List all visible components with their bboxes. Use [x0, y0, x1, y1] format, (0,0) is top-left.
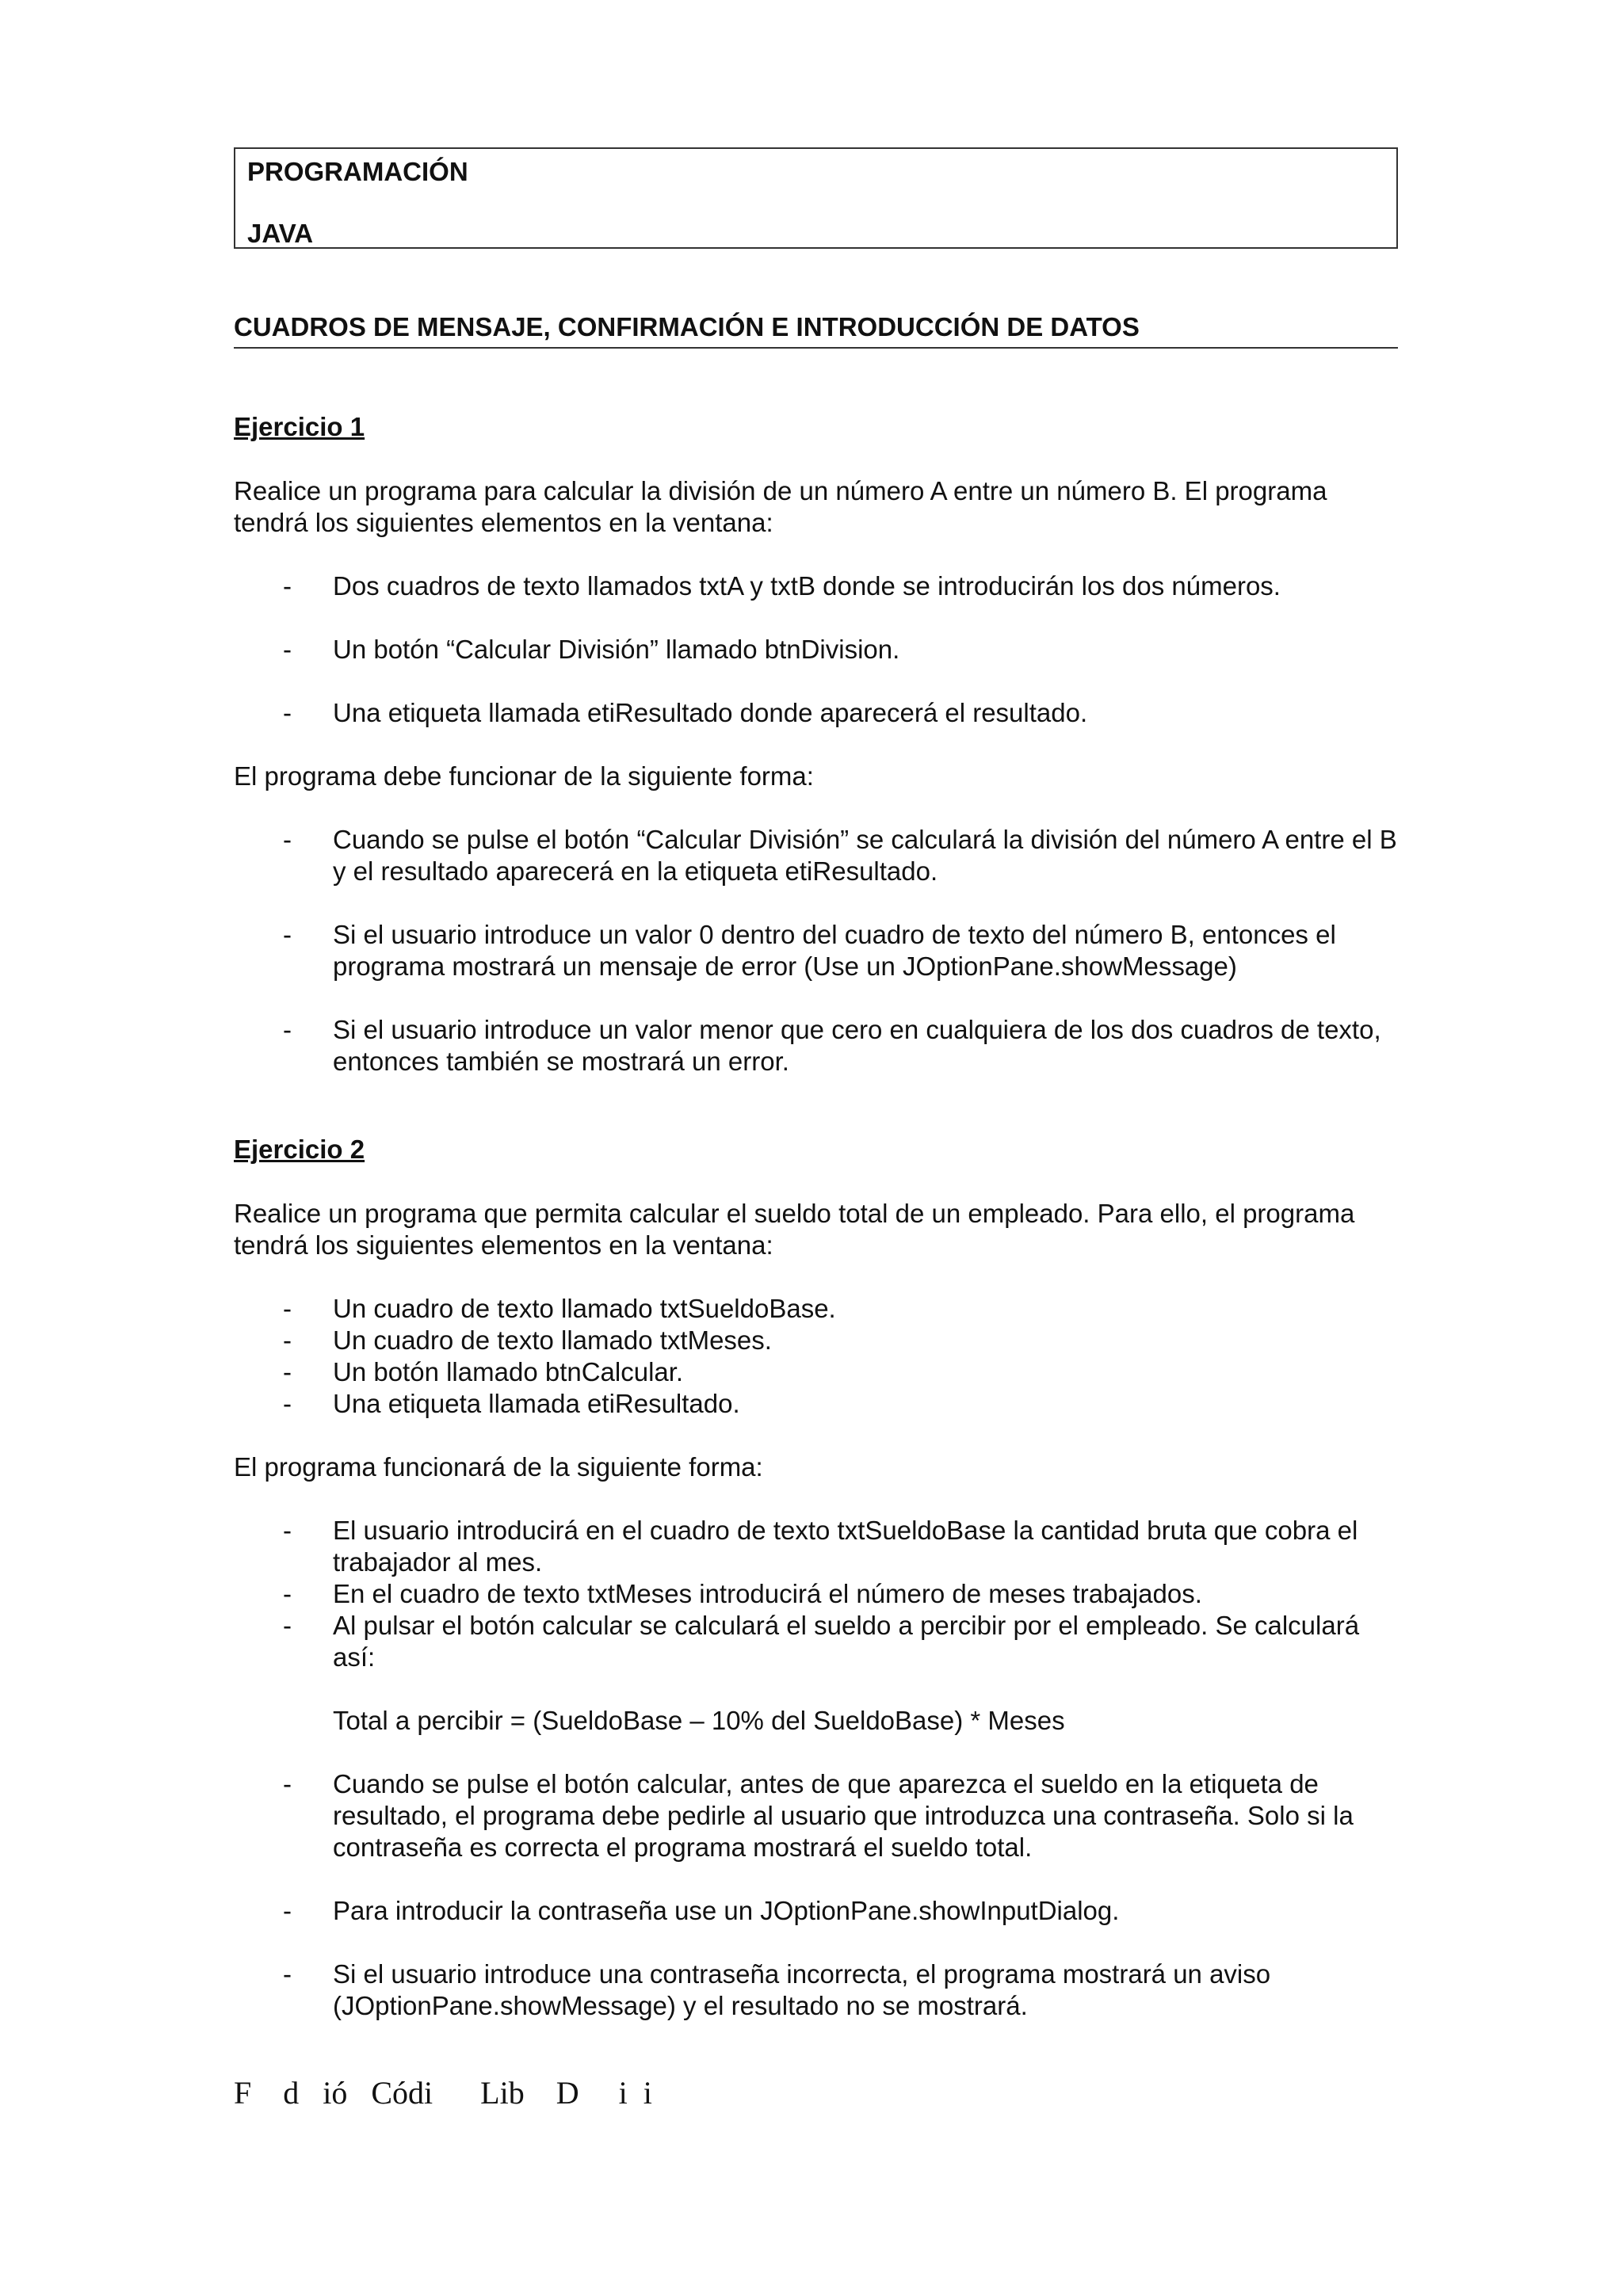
- list-item-text: En el cuadro de texto txtMeses introducirá el número de meses trabajados.: [333, 1579, 1202, 1608]
- list-item-text: Un cuadro de texto llamado txtMeses.: [333, 1325, 772, 1355]
- list-item-text: Si el usuario introduce un valor menor que cero en cualquiera de los dos cuadros de texto, entonces también se mostrará un error.: [333, 1015, 1381, 1076]
- list-marker: -: [283, 1959, 292, 1989]
- list-marker: -: [283, 920, 292, 949]
- exercise-1-title: Ejercicio 1: [234, 412, 365, 441]
- exercise-1-intro: Realice un programa para calcular la división de un número A entre un número B. El programa tendrá los siguientes elementos en la ventana:: [234, 476, 1327, 537]
- header-box: [234, 147, 1398, 249]
- list-marker: -: [283, 1015, 292, 1044]
- list-item-text: Si el usuario introduce una contraseña incorrecta, el programa mostrará un aviso (JOptionPane.showMessage) y el resultado no se mostrará.: [333, 1959, 1271, 2020]
- list-item-text: Dos cuadros de texto llamados txtA y txtB donde se introducirán los dos números.: [333, 571, 1281, 601]
- exercise-1-behavior-intro: El programa debe funcionar de la siguiente forma:: [234, 761, 814, 791]
- list-marker: -: [283, 1516, 292, 1545]
- list-marker: -: [283, 1357, 292, 1386]
- list-marker: -: [283, 1294, 292, 1323]
- list-marker: -: [283, 1325, 292, 1355]
- list-marker: -: [283, 635, 292, 664]
- list-item-text: Si el usuario introduce un valor 0 dentro del cuadro de texto del número B, entonces el programa mostrará un mensaje de error (Use un JOptionPane.showMessage): [333, 920, 1336, 981]
- header-language: JAVA: [247, 219, 314, 248]
- list-item-text: El usuario introducirá en el cuadro de texto txtSueldoBase la cantidad bruta que cobra el trabajador al mes.: [333, 1516, 1358, 1577]
- list-marker: -: [283, 1579, 292, 1608]
- list-item-text: Al pulsar el botón calcular se calculará el sueldo a percibir por el empleado. Se calculará así:: [333, 1611, 1360, 1672]
- list-item-text: Una etiqueta llamada etiResultado donde aparecerá el resultado.: [333, 698, 1088, 727]
- list-item-text: Cuando se pulse el botón calcular, antes de que aparezca el sueldo en la etiqueta de resultado, el programa debe pedirle al usuario que introduzca una contraseña. Solo si la contraseña es correcta el programa mostrará el sueldo total.: [333, 1769, 1354, 1862]
- list-marker: -: [283, 1769, 292, 1798]
- list-marker: -: [283, 698, 292, 727]
- salary-formula: Total a percibir = (SueldoBase – 10% del SueldoBase) * Meses: [333, 1706, 1065, 1735]
- exercise-2-title: Ejercicio 2: [234, 1135, 365, 1164]
- list-marker: -: [283, 1611, 292, 1640]
- document-title: CUADROS DE MENSAJE, CONFIRMACIÓN E INTRODUCCIÓN DE DATOS: [234, 312, 1398, 349]
- exercise-2-behavior-intro: El programa funcionará de la siguiente forma:: [234, 1452, 763, 1482]
- list-item-text: Cuando se pulse el botón “Calcular División” se calculará la división del número A entre el B y el resultado aparecerá en la etiqueta etiResultado.: [333, 825, 1397, 886]
- list-marker: -: [283, 571, 292, 601]
- list-item-text: Para introducir la contraseña use un JOptionPane.showInputDialog.: [333, 1896, 1120, 1925]
- list-marker: -: [283, 1389, 292, 1418]
- list-marker: -: [283, 1896, 292, 1925]
- list-item-text: Un cuadro de texto llamado txtSueldoBase.: [333, 1294, 836, 1323]
- list-item-text: Un botón llamado btnCalcular.: [333, 1357, 684, 1386]
- header-subject: PROGRAMACIÓN: [247, 157, 468, 186]
- page-footer: F d ió Códi Lib D i i: [234, 2075, 652, 2111]
- exercise-2-intro: Realice un programa que permita calcular el sueldo total de un empleado. Para ello, el programa tendrá los siguientes elementos en la ventana:: [234, 1199, 1355, 1260]
- list-item-text: Una etiqueta llamada etiResultado.: [333, 1389, 740, 1418]
- list-marker: -: [283, 825, 292, 854]
- list-item-text: Un botón “Calcular División” llamado btnDivision.: [333, 635, 900, 664]
